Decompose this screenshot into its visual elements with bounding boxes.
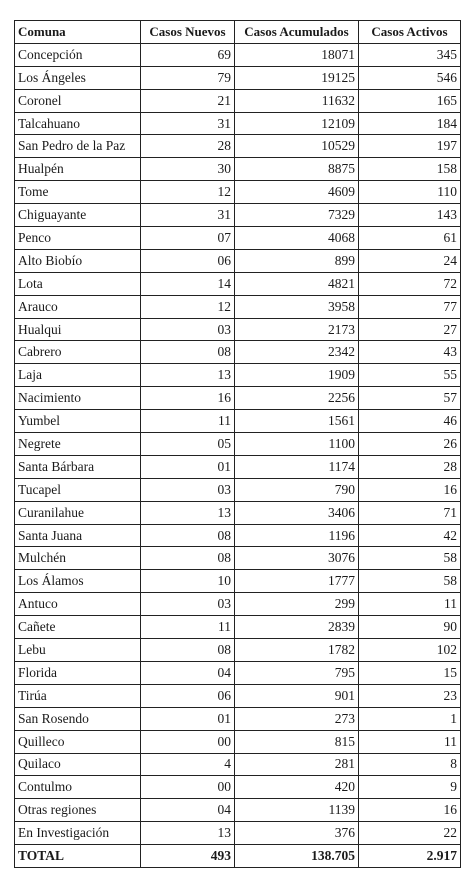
comuna-cell: Quilaco <box>15 753 141 776</box>
covid-cases-table-container <box>14 20 460 868</box>
table-row <box>15 730 461 753</box>
comuna-cell: Arauco <box>15 295 141 318</box>
casos-activos-cell: 102 <box>359 639 461 662</box>
casos-activos-cell: 16 <box>359 478 461 501</box>
casos-activos-cell: 57 <box>359 387 461 410</box>
casos-acumulados-cell: 19125 <box>235 66 359 89</box>
comuna-cell: Nacimiento <box>15 387 141 410</box>
casos-acumulados-cell: 3958 <box>235 295 359 318</box>
comuna-cell: Alto Biobío <box>15 249 141 272</box>
casos-acumulados-cell: 281 <box>235 753 359 776</box>
casos-acumulados-cell: 10529 <box>235 135 359 158</box>
comuna-cell: Curanilahue <box>15 501 141 524</box>
casos-nuevos-cell: 69 <box>141 43 235 66</box>
casos-acumulados-cell: 1139 <box>235 799 359 822</box>
casos-acumulados-cell: 2839 <box>235 616 359 639</box>
comuna-cell: Mulchén <box>15 547 141 570</box>
casos-activos-cell: 71 <box>359 501 461 524</box>
header-casos-acumulados: Casos Acumulados <box>235 21 359 44</box>
table-row <box>15 753 461 776</box>
table-row <box>15 684 461 707</box>
casos-activos-cell: 43 <box>359 341 461 364</box>
comuna-cell: Quilleco <box>15 730 141 753</box>
comuna-cell: Tucapel <box>15 478 141 501</box>
comuna-cell: Penco <box>15 227 141 250</box>
casos-activos-cell: 546 <box>359 66 461 89</box>
casos-acumulados-cell: 1782 <box>235 639 359 662</box>
casos-activos-cell: 8 <box>359 753 461 776</box>
table-row <box>15 707 461 730</box>
covid-cases-table <box>14 20 461 868</box>
casos-activos-cell: 1 <box>359 707 461 730</box>
casos-activos-cell: 26 <box>359 433 461 456</box>
casos-activos-cell: 345 <box>359 43 461 66</box>
casos-activos-cell: 158 <box>359 158 461 181</box>
total-casos-acumulados: 138.705 <box>235 845 359 868</box>
casos-activos-cell: 27 <box>359 318 461 341</box>
casos-acumulados-cell: 1561 <box>235 410 359 433</box>
casos-nuevos-cell: 13 <box>141 501 235 524</box>
table-body <box>15 43 461 844</box>
casos-acumulados-cell: 4821 <box>235 272 359 295</box>
table-row <box>15 524 461 547</box>
casos-nuevos-cell: 05 <box>141 433 235 456</box>
casos-activos-cell: 11 <box>359 593 461 616</box>
casos-nuevos-cell: 21 <box>141 89 235 112</box>
comuna-cell: Tirúa <box>15 684 141 707</box>
table-row <box>15 822 461 845</box>
table-row <box>15 616 461 639</box>
comuna-cell: Santa Juana <box>15 524 141 547</box>
table-row <box>15 661 461 684</box>
table-row <box>15 272 461 295</box>
casos-nuevos-cell: 08 <box>141 341 235 364</box>
comuna-cell: Antuco <box>15 593 141 616</box>
comuna-cell: En Investigación <box>15 822 141 845</box>
table-row <box>15 478 461 501</box>
table-row <box>15 799 461 822</box>
table-row <box>15 501 461 524</box>
table-row <box>15 158 461 181</box>
casos-nuevos-cell: 06 <box>141 684 235 707</box>
header-casos-nuevos: Casos Nuevos <box>141 21 235 44</box>
casos-acumulados-cell: 2173 <box>235 318 359 341</box>
casos-acumulados-cell: 2256 <box>235 387 359 410</box>
casos-acumulados-cell: 1777 <box>235 570 359 593</box>
casos-nuevos-cell: 03 <box>141 318 235 341</box>
casos-nuevos-cell: 08 <box>141 639 235 662</box>
casos-activos-cell: 90 <box>359 616 461 639</box>
comuna-cell: Negrete <box>15 433 141 456</box>
casos-acumulados-cell: 1196 <box>235 524 359 547</box>
table-row <box>15 410 461 433</box>
total-casos-nuevos: 493 <box>141 845 235 868</box>
casos-nuevos-cell: 03 <box>141 478 235 501</box>
casos-acumulados-cell: 790 <box>235 478 359 501</box>
comuna-cell: Los Álamos <box>15 570 141 593</box>
casos-activos-cell: 22 <box>359 822 461 845</box>
casos-nuevos-cell: 04 <box>141 799 235 822</box>
comuna-cell: Otras regiones <box>15 799 141 822</box>
casos-acumulados-cell: 901 <box>235 684 359 707</box>
comuna-cell: Talcahuano <box>15 112 141 135</box>
casos-activos-cell: 55 <box>359 364 461 387</box>
casos-nuevos-cell: 28 <box>141 135 235 158</box>
table-row <box>15 547 461 570</box>
comuna-cell: Cañete <box>15 616 141 639</box>
total-row <box>15 845 461 868</box>
casos-nuevos-cell: 13 <box>141 364 235 387</box>
header-casos-activos: Casos Activos <box>359 21 461 44</box>
table-row <box>15 318 461 341</box>
total-casos-activos: 2.917 <box>359 845 461 868</box>
comuna-cell: Lebu <box>15 639 141 662</box>
table-row <box>15 364 461 387</box>
casos-acumulados-cell: 18071 <box>235 43 359 66</box>
casos-nuevos-cell: 08 <box>141 524 235 547</box>
comuna-cell: Lota <box>15 272 141 295</box>
casos-activos-cell: 58 <box>359 547 461 570</box>
casos-activos-cell: 46 <box>359 410 461 433</box>
casos-activos-cell: 197 <box>359 135 461 158</box>
comuna-cell: Los Ángeles <box>15 66 141 89</box>
casos-nuevos-cell: 13 <box>141 822 235 845</box>
table-row <box>15 341 461 364</box>
comuna-cell: San Rosendo <box>15 707 141 730</box>
table-row <box>15 112 461 135</box>
casos-nuevos-cell: 07 <box>141 227 235 250</box>
comuna-cell: Laja <box>15 364 141 387</box>
casos-acumulados-cell: 1909 <box>235 364 359 387</box>
table-row <box>15 66 461 89</box>
comuna-cell: Cabrero <box>15 341 141 364</box>
casos-activos-cell: 165 <box>359 89 461 112</box>
table-row <box>15 227 461 250</box>
comuna-cell: Chiguayante <box>15 204 141 227</box>
casos-acumulados-cell: 273 <box>235 707 359 730</box>
casos-nuevos-cell: 00 <box>141 776 235 799</box>
table-row <box>15 570 461 593</box>
casos-nuevos-cell: 11 <box>141 410 235 433</box>
casos-nuevos-cell: 03 <box>141 593 235 616</box>
table-row <box>15 43 461 66</box>
casos-nuevos-cell: 01 <box>141 707 235 730</box>
table-row <box>15 455 461 478</box>
casos-acumulados-cell: 3076 <box>235 547 359 570</box>
table-row <box>15 249 461 272</box>
casos-nuevos-cell: 08 <box>141 547 235 570</box>
casos-acumulados-cell: 420 <box>235 776 359 799</box>
casos-nuevos-cell: 10 <box>141 570 235 593</box>
casos-nuevos-cell: 16 <box>141 387 235 410</box>
table-header-row <box>15 21 461 44</box>
table-row <box>15 433 461 456</box>
casos-activos-cell: 9 <box>359 776 461 799</box>
comuna-cell: San Pedro de la Paz <box>15 135 141 158</box>
casos-activos-cell: 61 <box>359 227 461 250</box>
table-row <box>15 593 461 616</box>
casos-acumulados-cell: 4068 <box>235 227 359 250</box>
casos-nuevos-cell: 79 <box>141 66 235 89</box>
casos-acumulados-cell: 12109 <box>235 112 359 135</box>
comuna-cell: Hualpén <box>15 158 141 181</box>
casos-activos-cell: 15 <box>359 661 461 684</box>
casos-acumulados-cell: 299 <box>235 593 359 616</box>
casos-acumulados-cell: 2342 <box>235 341 359 364</box>
casos-acumulados-cell: 376 <box>235 822 359 845</box>
comuna-cell: Hualqui <box>15 318 141 341</box>
comuna-cell: Yumbel <box>15 410 141 433</box>
casos-nuevos-cell: 11 <box>141 616 235 639</box>
table-row <box>15 204 461 227</box>
total-label: TOTAL <box>15 845 141 868</box>
casos-activos-cell: 23 <box>359 684 461 707</box>
casos-activos-cell: 77 <box>359 295 461 318</box>
casos-acumulados-cell: 8875 <box>235 158 359 181</box>
casos-acumulados-cell: 899 <box>235 249 359 272</box>
casos-activos-cell: 184 <box>359 112 461 135</box>
casos-activos-cell: 42 <box>359 524 461 547</box>
casos-nuevos-cell: 4 <box>141 753 235 776</box>
table-row <box>15 639 461 662</box>
casos-acumulados-cell: 4609 <box>235 181 359 204</box>
comuna-cell: Santa Bárbara <box>15 455 141 478</box>
casos-activos-cell: 28 <box>359 455 461 478</box>
casos-acumulados-cell: 795 <box>235 661 359 684</box>
comuna-cell: Tome <box>15 181 141 204</box>
table-row <box>15 135 461 158</box>
comuna-cell: Concepción <box>15 43 141 66</box>
table-row <box>15 776 461 799</box>
casos-nuevos-cell: 30 <box>141 158 235 181</box>
casos-acumulados-cell: 815 <box>235 730 359 753</box>
casos-acumulados-cell: 3406 <box>235 501 359 524</box>
comuna-cell: Florida <box>15 661 141 684</box>
table-row <box>15 387 461 410</box>
comuna-cell: Contulmo <box>15 776 141 799</box>
casos-nuevos-cell: 31 <box>141 204 235 227</box>
comuna-cell: Coronel <box>15 89 141 112</box>
casos-activos-cell: 58 <box>359 570 461 593</box>
casos-nuevos-cell: 04 <box>141 661 235 684</box>
table-row <box>15 295 461 318</box>
table-row <box>15 181 461 204</box>
casos-activos-cell: 11 <box>359 730 461 753</box>
casos-acumulados-cell: 1174 <box>235 455 359 478</box>
casos-acumulados-cell: 11632 <box>235 89 359 112</box>
casos-nuevos-cell: 00 <box>141 730 235 753</box>
casos-activos-cell: 110 <box>359 181 461 204</box>
casos-nuevos-cell: 06 <box>141 249 235 272</box>
casos-activos-cell: 72 <box>359 272 461 295</box>
casos-acumulados-cell: 1100 <box>235 433 359 456</box>
casos-activos-cell: 16 <box>359 799 461 822</box>
casos-nuevos-cell: 14 <box>141 272 235 295</box>
casos-activos-cell: 24 <box>359 249 461 272</box>
casos-nuevos-cell: 12 <box>141 181 235 204</box>
casos-acumulados-cell: 7329 <box>235 204 359 227</box>
casos-nuevos-cell: 01 <box>141 455 235 478</box>
casos-activos-cell: 143 <box>359 204 461 227</box>
table-row <box>15 89 461 112</box>
casos-nuevos-cell: 12 <box>141 295 235 318</box>
header-comuna: Comuna <box>15 21 141 44</box>
casos-nuevos-cell: 31 <box>141 112 235 135</box>
